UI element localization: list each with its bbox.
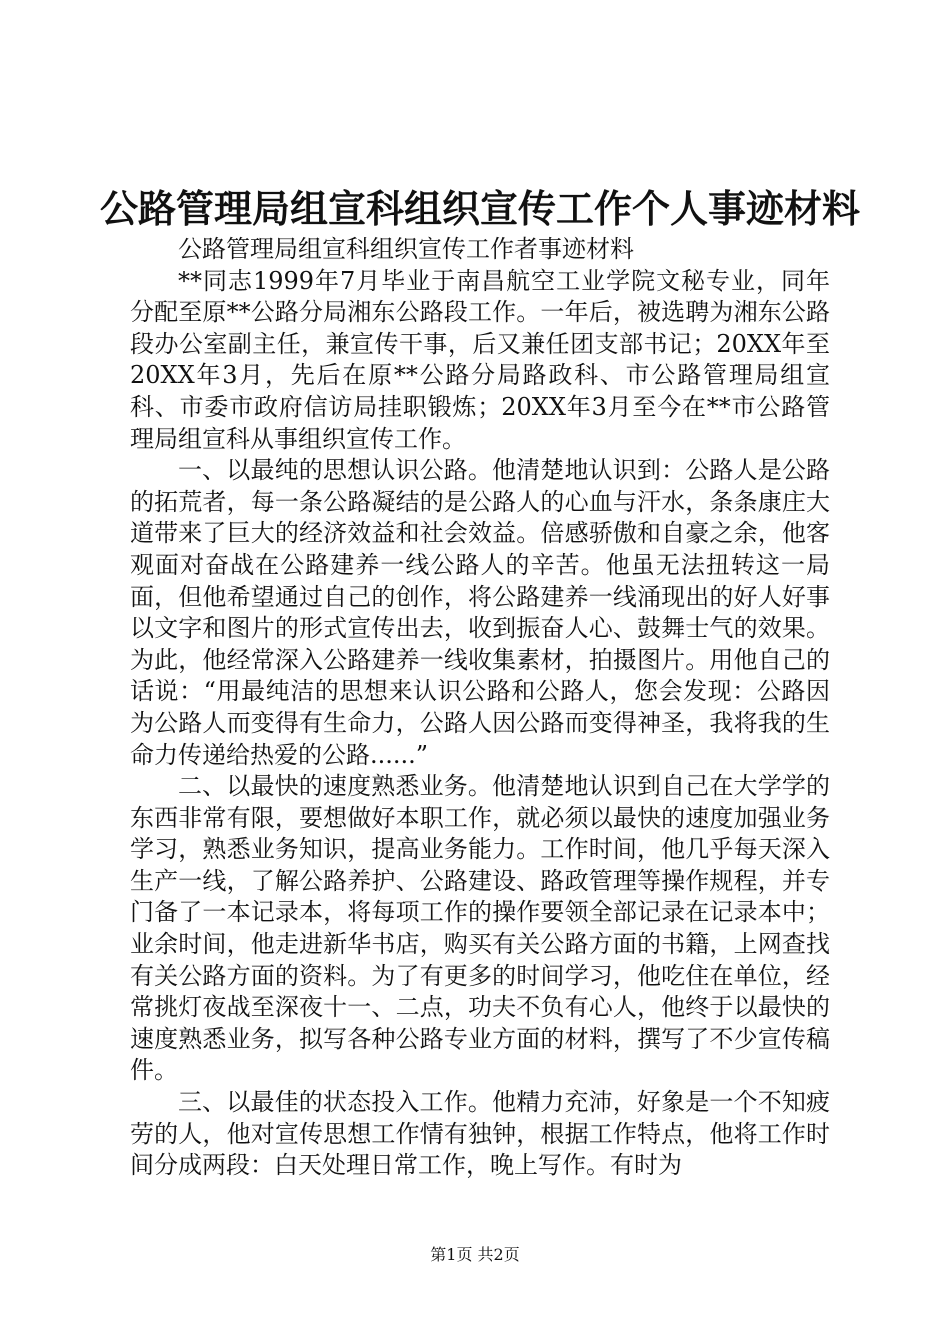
document-body xyxy=(130,234,830,1182)
section-two-paragraph: 二、以最快的速度熟悉业务。他清楚地认识到自己在大学学的东西非常有限，要想做好本职工作，就必须以最快的速度加强业务学习，熟悉业务知识，提高业务能力。工作时间，他几乎每天深入生产一线，了解公路养护、公路建设、路政管理等操作规程，并专门备了一本记录本，将每项工作的操作要领全部记录在记录本中；业余时间，他走进新华书店，购买有关公路方面的书籍，上网查找有关公路方面的资料。为了有更多的时间学习，他吃住在单位，经常挑灯夜战至深夜十一、二点，功夫不负有心人，他终于以最快的速度熟悉业务，拟写各种公路专业方面的材料，撰写了不少宣传稿件。 xyxy=(130,772,830,1085)
intro-paragraph: **同志1999年7月毕业于南昌航空工业学院文秘专业，同年分配至原**公路分局湘东公路段工作。一年后，被选聘为湘东公路段办公室副主任，兼宣传干事，后又兼任团支部书记；20XX年至20XX年3月，先后在原**公路分局路政科、市公路管理局组宣科、市委市政府信访局挂职锻炼；20XX年3月至今在**市公路管理局组宣科从事组织宣传工作。 xyxy=(130,266,830,453)
page-number-footer: 第1页 共2页 xyxy=(430,1245,520,1264)
document-title: 公路管理局组宣科组织宣传工作个人事迹材料 xyxy=(100,186,861,231)
section-one-paragraph: 一、以最纯的思想认识公路。他清楚地认识到：公路人是公路的拓荒者，每一条公路凝结的是公路人的心血与汗水，条条康庄大道带来了巨大的经济效益和社会效益。倍感骄傲和自豪之余，他客观面对奋战在公路建养一线公路人的辛苦。他虽无法扭转这一局面，但他希望通过自己的创作，将公路建养一线涌现出的好人好事以文字和图片的形式宣传出去，收到振奋人心、鼓舞士气的效果。为此，他经常深入公路建养一线收集素材，拍摄图片。用他自己的话说：“用最纯洁的思想来认识公路和公路人，您会发现：公路因为公路人而变得有生命力，公路人因公路而变得神圣，我将我的生命力传递给热爱的公路......” xyxy=(130,456,830,769)
subtitle-paragraph: 公路管理局组宣科组织宣传工作者事迹材料 xyxy=(178,235,634,263)
section-three-paragraph: 三、以最佳的状态投入工作。他精力充沛，好象是一个不知疲劳的人，他对宣传思想工作情有独钟，根据工作特点，他将工作时间分成两段：白天处理日常工作，晚上写作。有时为 xyxy=(130,1088,830,1180)
